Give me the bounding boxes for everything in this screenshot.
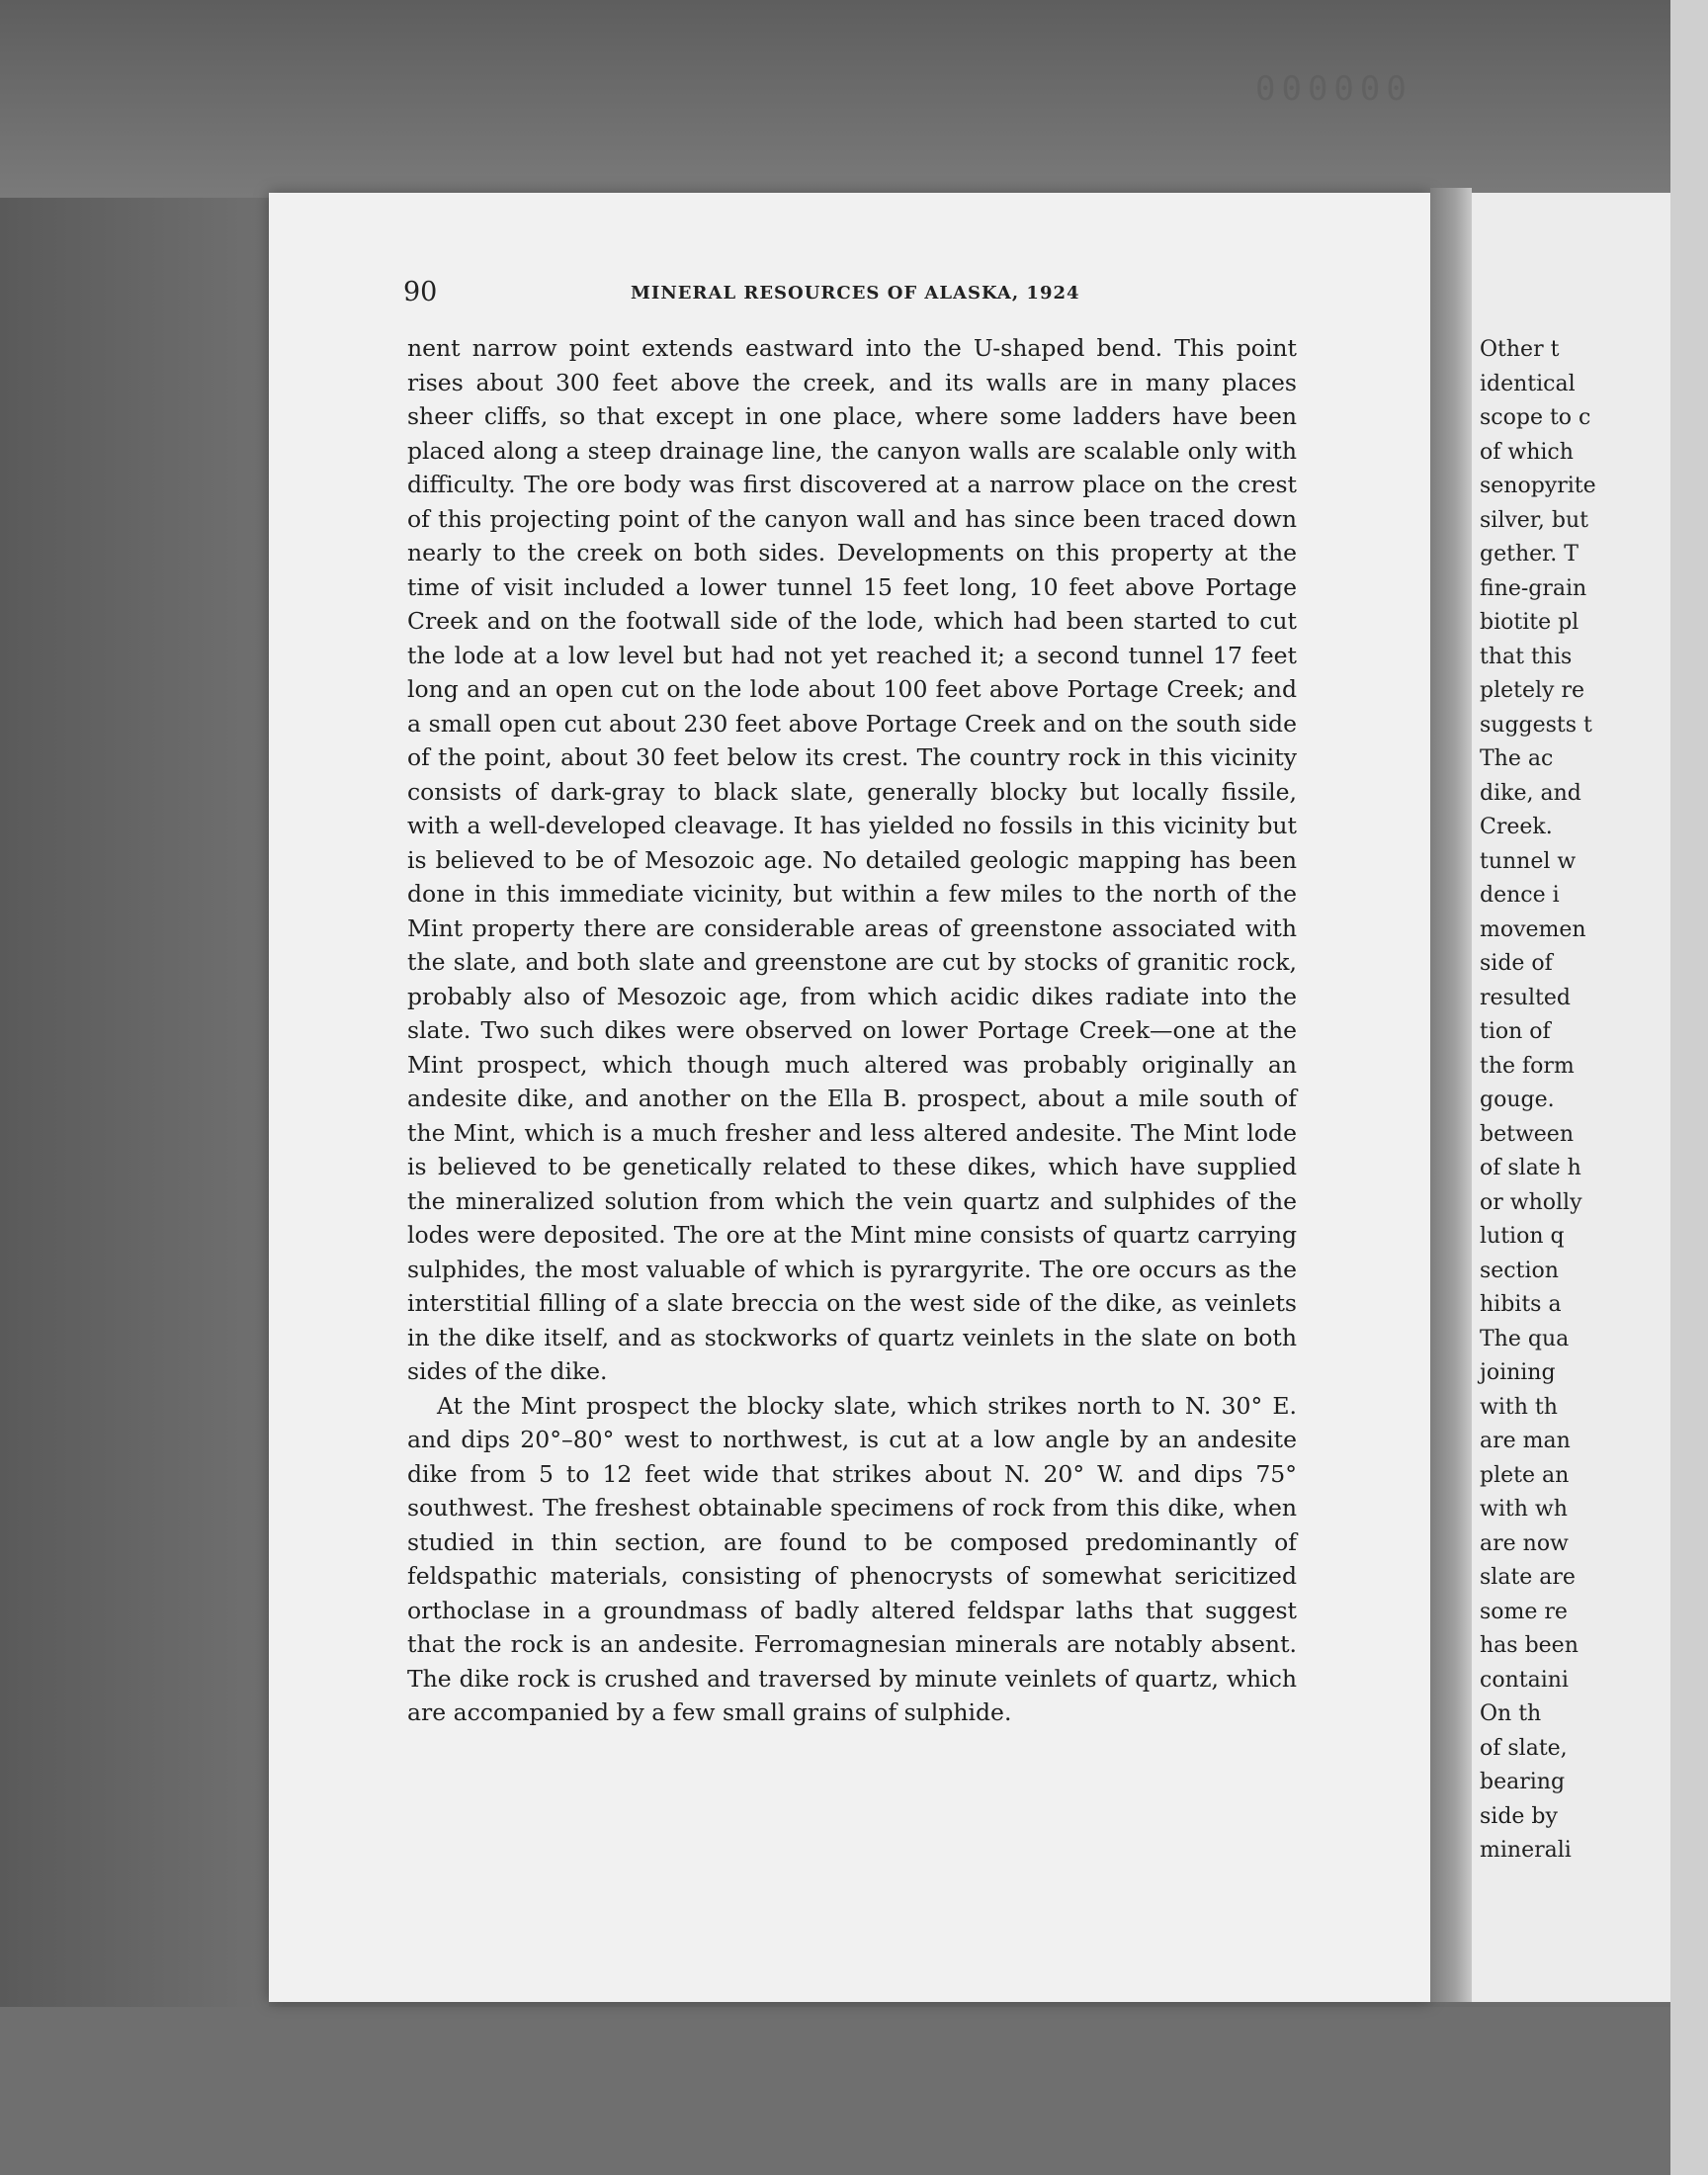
facing-page-line: of which bbox=[1480, 439, 1574, 465]
facing-page-line: tunnel w bbox=[1480, 848, 1577, 874]
facing-page-line: are man bbox=[1480, 1429, 1571, 1453]
facing-page-line: side of bbox=[1480, 951, 1553, 976]
running-head-title: MINERAL RESOURCES OF ALASKA, 1924 bbox=[631, 283, 1080, 304]
facing-page-line: plete an bbox=[1480, 1462, 1570, 1488]
facing-page-line: tion of bbox=[1480, 1019, 1551, 1044]
facing-page-line: are now bbox=[1480, 1530, 1569, 1556]
facing-page-line: identical bbox=[1480, 371, 1576, 396]
facing-page-line: side by bbox=[1480, 1803, 1558, 1829]
facing-page-line: Other t bbox=[1480, 337, 1560, 362]
facing-page-line: with wh bbox=[1480, 1497, 1568, 1522]
facing-page bbox=[1472, 193, 1670, 2002]
facing-page-line: Creek. bbox=[1480, 815, 1553, 839]
facing-page-line: containi bbox=[1480, 1667, 1569, 1693]
facing-page-line: of slate, bbox=[1480, 1735, 1568, 1761]
scan-background-left bbox=[0, 198, 269, 2007]
document-page bbox=[269, 193, 1430, 2002]
facing-page-line: gether. T bbox=[1480, 542, 1579, 566]
facing-page-line: senopyrite bbox=[1480, 474, 1596, 498]
facing-page-line: fine-grain bbox=[1480, 575, 1587, 601]
facing-page-line: movemen bbox=[1480, 916, 1586, 942]
facing-page-line: has been bbox=[1480, 1633, 1579, 1658]
facing-page-line: slate are bbox=[1480, 1565, 1576, 1590]
facing-page-line: dike, and bbox=[1480, 780, 1581, 806]
facing-page-line: hibits a bbox=[1480, 1292, 1562, 1317]
facing-page-line: resulted bbox=[1480, 985, 1571, 1010]
facing-page-line: scope to c bbox=[1480, 405, 1591, 430]
facing-page-line: that this bbox=[1480, 644, 1573, 669]
facing-page-line: lution q bbox=[1480, 1224, 1565, 1249]
facing-page-line: bearing bbox=[1480, 1770, 1566, 1794]
facing-page-line: gouge. bbox=[1480, 1088, 1555, 1112]
facing-page-line: the form bbox=[1480, 1053, 1575, 1079]
facing-page-line: joining bbox=[1480, 1360, 1556, 1385]
facing-page-line: between bbox=[1480, 1121, 1574, 1147]
scan-background-right bbox=[1670, 0, 1708, 2175]
facing-page-line: pletely re bbox=[1480, 678, 1584, 703]
scan-stamp: 000000 bbox=[1255, 69, 1412, 109]
facing-page-line: minerali bbox=[1480, 1838, 1572, 1863]
facing-page-line: The qua bbox=[1480, 1326, 1570, 1351]
facing-page-line: biotite pl bbox=[1480, 610, 1580, 635]
scan-background-bottom bbox=[0, 2007, 1708, 2175]
facing-page-line: On th bbox=[1480, 1701, 1542, 1726]
facing-page-line: silver, but bbox=[1480, 507, 1588, 533]
body-text bbox=[407, 331, 1297, 1730]
paragraph-2: At the Mint prospect the blocky slate, which strikes north to N. 30° E. and dips 20°–80° west to northwest, is cut at a low angle by an andesite dike from 5 to 12 feet wide that strikes about N. 20° W. and dips 75° southwest. The freshest obtainable specimens of rock from this dike, when studied in thin section, are found to be composed predominantly of feldspathic materials, consisting of phenocrysts of somewhat sericitized orthoclase in a groundmass of badly altered feldspar laths that suggest that the rock is an andesite. Ferromagnesian minerals are notably absent. The dike rock is crushed and traversed by minute veinlets of quartz, which are accompanied by a few small grains of sulphide. bbox=[407, 1391, 1297, 1726]
page-number: 90 bbox=[403, 277, 438, 307]
facing-page-line: suggests t bbox=[1480, 712, 1592, 738]
facing-page-line: section bbox=[1480, 1258, 1559, 1283]
facing-page-line: or wholly bbox=[1480, 1189, 1582, 1215]
facing-page-line: some re bbox=[1480, 1599, 1568, 1624]
facing-page-line: The ac bbox=[1480, 746, 1554, 771]
paragraph-1: nent narrow point extends eastward into the U-shaped bend. This point rises about 300 feet above the creek, and its walls are in many places sheer cliffs, so that except in one place, where some ladders have been placed along a steep drainage line, the canyon walls are scalable only with difficulty. The ore body was first discovered at a narrow place on the crest of this projecting point of the canyon wall and has since been traced down nearly to the creek on both sides. Developments on this property at the time of visit included a lower tunnel 15 feet long, 10 feet above Portage Creek and on the footwall side of the lode, which had been started to cut the lode at a low level but had not yet reached it; a second tunnel 17 feet long and an open cut on the lode about 100 feet above Portage Creek; and a small open cut about 230 feet above Portage Creek and on the south side of the point, about 30 feet below its crest. The country rock in this vicinity consists of dark-gray to black slate, generally blocky but locally fissile, with a well-developed cleavage. It has yielded no fossils in this vicinity but is believed to be of Mesozoic age. No detailed geologic mapping has been done in this immediate vicinity, but within a few miles to the north of the Mint property there are considerable areas of greenstone associated with the slate, and both slate and greenstone are cut by stocks of granitic rock, probably also of Mesozoic age, from which acidic dikes radiate into the slate. Two such dikes were observed on lower Portage Creek—one at the Mint prospect, which though much altered was probably originally an andesite dike, and another on the Ella B. prospect, about a mile south of the Mint, which is a much fresher and less altered andesite. The Mint lode is believed to be genetically related to these dikes, which have supplied the mineralized solution from which the vein quartz and sulphides of the lodes were deposited. The ore at the Mint mine consists of quartz carrying sulphides, the most valuable of which is pyrargyrite. The ore occurs as the interstitial filling of a slate breccia on the west side of the dike, as veinlets in the dike itself, and as stockworks of quartz veinlets in the slate on both sides of the dike. bbox=[407, 334, 1297, 1385]
running-head bbox=[403, 277, 1293, 316]
book-gutter bbox=[1430, 188, 1472, 2002]
facing-page-line: with th bbox=[1480, 1394, 1558, 1420]
facing-page-line: dence i bbox=[1480, 883, 1560, 908]
facing-page-line: of slate h bbox=[1480, 1156, 1581, 1180]
facing-page-text bbox=[1480, 333, 1670, 1869]
